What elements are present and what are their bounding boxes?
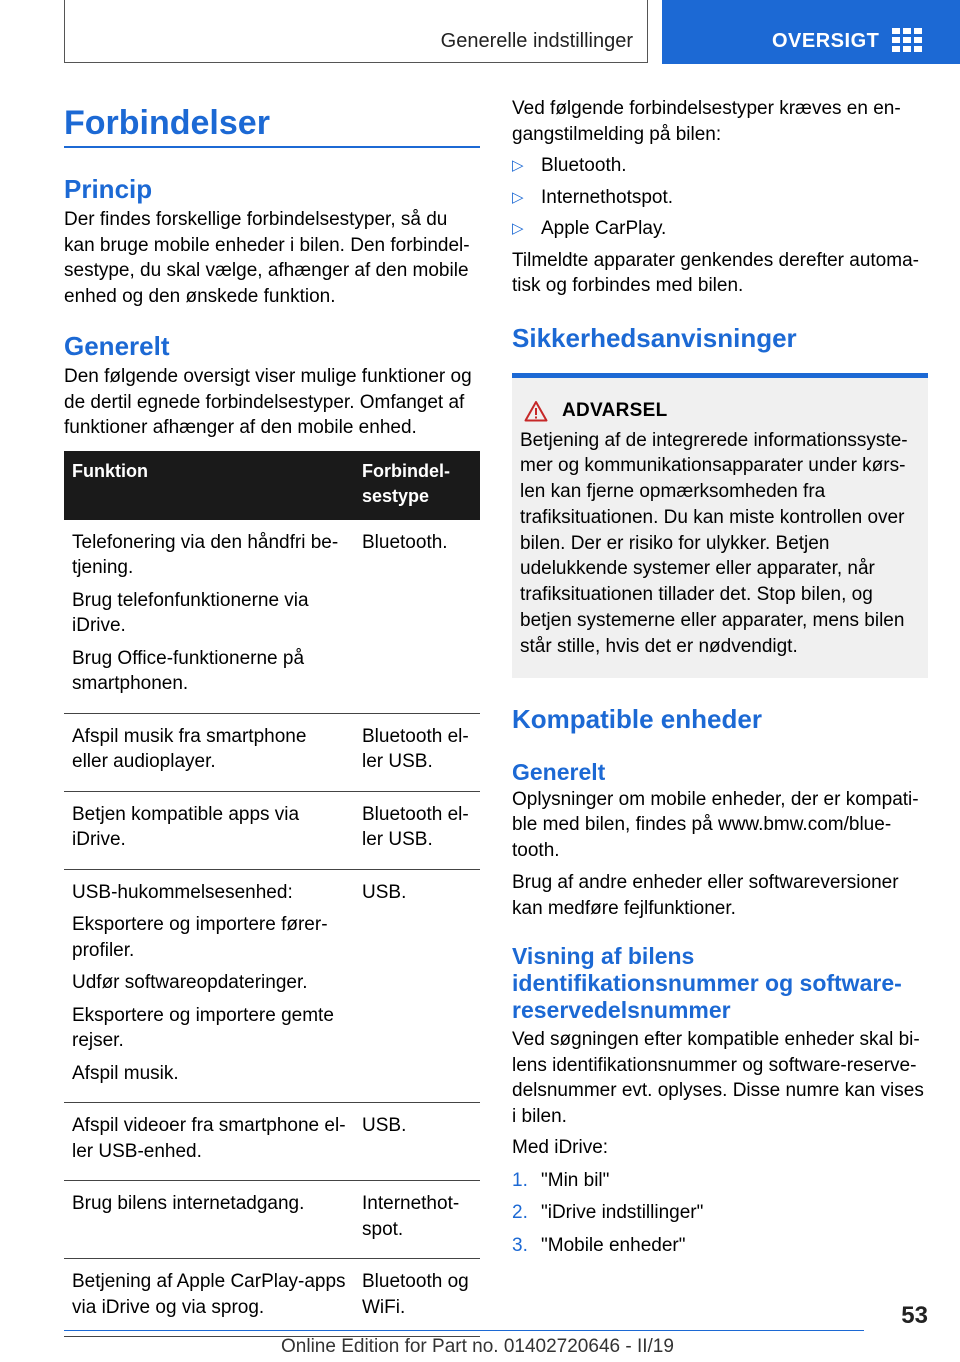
- table-row: [64, 791, 480, 869]
- connection-type-cell: Bluetooth eller USB.: [354, 713, 480, 791]
- function-text: Afspil musik.: [72, 1062, 179, 1084]
- function-text: USB-hukommelsesenhed:: [72, 881, 293, 903]
- right-column: [512, 96, 928, 1258]
- connection-type-list: [512, 153, 928, 242]
- connection-type-cell: Bluetooth.: [354, 520, 480, 714]
- function-text: Afspil videoer fra smartphone eller USB-enhed.: [72, 1115, 346, 1162]
- warning-header: [524, 400, 918, 422]
- princip-heading: Princip: [64, 174, 153, 204]
- step-text: "iDrive indstillinger": [541, 1202, 704, 1224]
- function-text: Brug Office-funktionerne på smartphonen.: [72, 647, 305, 694]
- registered-devices-text: Tilmeldte apparater genkendes derefter automatisk og forbindes med bilen.: [512, 249, 919, 296]
- list-item: [512, 185, 928, 211]
- function-cell: [64, 1181, 354, 1259]
- triangle-bullet-icon: ▷: [512, 220, 524, 237]
- step-text: "Mobile enheder": [541, 1234, 686, 1256]
- steps-list: [512, 1168, 928, 1259]
- warning-box: [512, 373, 928, 678]
- table-row: [64, 713, 480, 791]
- overview-tab[interactable]: [662, 0, 960, 64]
- list-item: [512, 153, 928, 179]
- visning-text: Ved søgningen efter kompatible enheder skal bilens identifikationsnummer og software-reservedelsnummer evt. oplyses. Disse numre kan vises i bilen.: [512, 1029, 924, 1127]
- warning-label: ADVARSEL: [562, 399, 668, 421]
- function-text: Betjen kompatible apps via iDrive.: [72, 803, 300, 850]
- function-cell: [64, 791, 354, 869]
- connection-type-cell: Bluetooth og WiFi.: [354, 1259, 480, 1337]
- section-tab-label: Generelle indstillinger: [440, 30, 633, 52]
- connection-table: [64, 451, 480, 1338]
- connection-type-cell: Bluetooth eller USB.: [354, 791, 480, 869]
- function-text: Eksportere og importere førerprofiler.: [72, 914, 328, 961]
- left-column: [64, 96, 480, 1337]
- page-title: Forbindelser: [64, 96, 480, 148]
- table-row: [64, 869, 480, 1103]
- list-item: [512, 1168, 928, 1194]
- function-cell: [64, 869, 354, 1103]
- list-item-text: Internethotspot.: [541, 186, 674, 208]
- connection-type-cell: Internethotspot.: [354, 1181, 480, 1259]
- function-cell: [64, 520, 354, 714]
- step-number: 1.: [512, 1169, 528, 1191]
- list-item: [512, 1200, 928, 1226]
- table-row: [64, 1181, 480, 1259]
- overview-tab-label: OVERSIGT: [772, 30, 880, 52]
- section-tab[interactable]: [64, 0, 648, 63]
- col-header-funktion: Funktion: [64, 451, 354, 520]
- compat-warning-text: Brug af andre enheder eller softwareversioner kan medføre fejlfunktioner.: [512, 872, 899, 919]
- function-cell: [64, 1259, 354, 1337]
- grid-menu-icon: [892, 28, 922, 54]
- table-header-row: [64, 451, 480, 520]
- function-text: Eksportere og importere gemte rejser.: [72, 1004, 334, 1051]
- step-number: 2.: [512, 1202, 528, 1224]
- function-text: Brug telefonfunktionerne via iDrive.: [72, 589, 309, 636]
- function-text: Brug bilens internetadgang.: [72, 1193, 305, 1214]
- table-row: [64, 1103, 480, 1181]
- warning-text: Betjening af de integrerede informationssystemer og kommunikationsapparater under kørslen kan fjerne opmærksomheden fra trafiksituationen. Du kan miste kontrollen over bilen. Der er risiko for ulykker. Betjen udelukkende systemer eller apparater, når trafiksituationen tillader det. Stop bilen, og betjen systemerne eller apparater, mens bilen står stille, hvis det er nødvendigt.: [520, 429, 908, 657]
- footer-divider: [64, 1330, 864, 1331]
- list-item: [512, 1233, 928, 1259]
- connection-type-cell: USB.: [354, 1103, 480, 1181]
- table-row: [64, 520, 480, 714]
- visning-heading: Visning af bilens identifikationsnummer og softwarereservedelsnummer: [512, 943, 902, 1024]
- triangle-bullet-icon: ▷: [512, 157, 524, 174]
- function-text: Betjening af Apple CarPlay-apps via iDrive og via sprog.: [72, 1271, 346, 1318]
- compat-info-text: Oplysninger om mobile enheder, der er kompatible med bilen, findes på www.bmw.com/bluetooth.: [512, 788, 919, 861]
- step-number: 3.: [512, 1234, 528, 1256]
- edition-footer: Online Edition for Part no. 01402720646 - II/19: [281, 1336, 674, 1357]
- safety-heading: Sikkerhedsanvisninger: [512, 322, 797, 353]
- compat-subheading: Generelt: [512, 758, 606, 785]
- med-idrive-text: Med iDrive:: [512, 1137, 609, 1159]
- list-item-text: Apple CarPlay.: [541, 218, 667, 239]
- function-cell: [64, 713, 354, 791]
- compat-heading: Kompatible enheder: [512, 703, 762, 734]
- list-item-text: Bluetooth.: [541, 155, 627, 176]
- triangle-bullet-icon: ▷: [512, 188, 524, 206]
- function-text: Afspil musik fra smartphone eller audioplayer.: [72, 725, 307, 772]
- table-row: [64, 1259, 480, 1337]
- princip-text: Der findes forskellige forbindelsestyper, så du kan bruge mobile enheder i bilen. Den forbindelsestype, du skal vælge, afhænger af den mobile enhed og den ønskede funktion.: [64, 209, 470, 307]
- step-text: "Min bil": [541, 1169, 610, 1191]
- registration-intro: Ved følgende forbindelsestyper kræves en engangstilmelding på bilen:: [512, 98, 901, 145]
- function-cell: [64, 1103, 354, 1181]
- generelt-text: Den følgende oversigt viser mulige funktioner og de dertil egnede forbindelsestyper. Omfanget af funktioner afhænger af den mobile enhed.: [64, 366, 472, 438]
- page-number: 53: [901, 1302, 928, 1329]
- warning-triangle-icon: [524, 400, 548, 422]
- connection-type-cell: USB.: [354, 869, 480, 1103]
- generelt-heading: Generelt: [64, 331, 170, 361]
- function-text: Udfør softwareopdateringer.: [72, 972, 308, 993]
- col-header-forbindelsestype: Forbindelsestype: [354, 451, 480, 520]
- function-text: Telefonering via den håndfri betjening.: [72, 531, 339, 578]
- list-item: [512, 216, 928, 242]
